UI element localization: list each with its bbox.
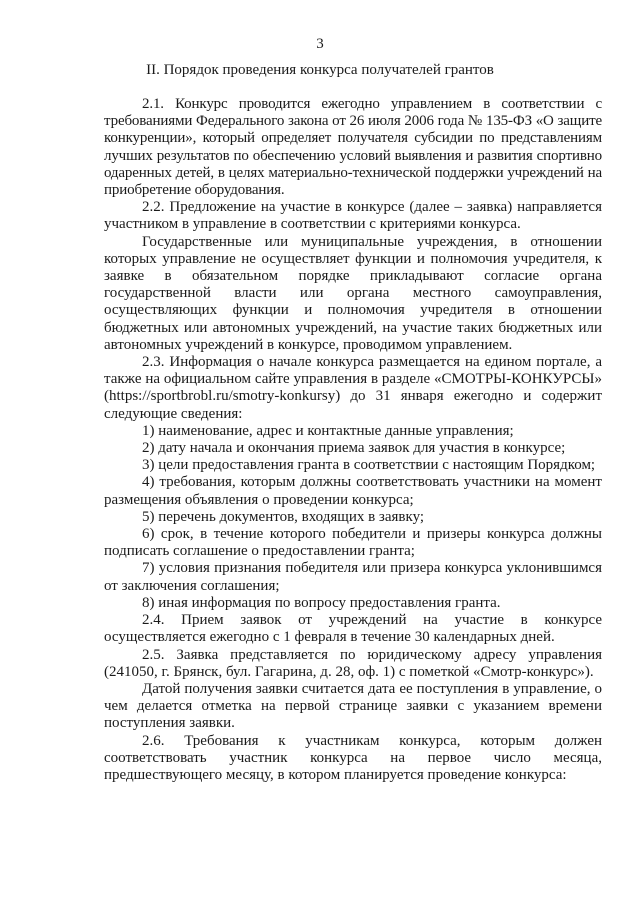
list-item-5: 5) перечень документов, входящих в заявку; (142, 508, 425, 525)
page-number: 3 (316, 36, 324, 52)
paragraph-2-5: 2.5. Заявка представляется по юридическому адресу управления (241050, г. Брянск, бул. Гагарина, д. 28, оф. 1) с пометкой «Смотр-конкурс»). (104, 646, 602, 680)
list-item-2: 2) дату начала и окончания приема заявок для участия в конкурсе; (142, 440, 566, 457)
list-item-3: 3) цели предоставления гранта в соответствии с настоящим Порядком; (142, 457, 596, 474)
paragraph-state-institutions: Государственные или муниципальные учреждения, в отношении которых управление не осуществляет функции и полномочия учредителя, к заявке в обязательном порядке прикладывают согласие органа государственной власти или органа местного самоуправления, осуществляющих функции и полномочия учредителя в отношении бюджетных или автономных учреждений, на участие таких бюджетных или автономных учреждений в конкурсе, проводимом управлением. (104, 233, 602, 353)
section-title: II. Порядок проведения конкурса получателей грантов (146, 62, 494, 78)
paragraph-2-6: 2.6. Требования к участникам конкурса, которым должен соответствовать участник конкурса на первое число месяца, предшествующего месяцу, в котором планируется проведение конкурса: (104, 732, 602, 783)
list-item-7: 7) условия признания победителя или призера конкурса уклонившимся от заключения соглашения; (104, 560, 602, 594)
list-item-6: 6) срок, в течение которого победители и призеры конкурса должны подписать соглашение о предоставлении гранта; (104, 526, 602, 560)
list-item-4: 4) требования, которым должны соответствовать участники на момент размещения объявления о проведении конкурса; (104, 474, 602, 508)
paragraph-2-3: 2.3. Информация о начале конкурса размещается на едином портале, а также на официальном сайте управления в разделе «СМОТРЫ-КОНКУРСЫ» (https://sportbrobl.ru/smotry-konkursy) до 31 января ежегодно и содержит следующие сведения: (104, 354, 602, 422)
paragraph-2-2: 2.2. Предложение на участие в конкурсе (далее – заявка) направляется участником в управление в соответствии с критериями конкурса. (104, 199, 602, 233)
paragraph-2-1: 2.1. Конкурс проводится ежегодно управлением в соответствии с требованиями Федерального закона от 26 июля 2006 года № 135-ФЗ «О защите конкуренции», который определяет получателя субсидии по представлениям лучших результатов по обеспечению условий выявления и развития спортивно одаренных детей, в целях материально-технической поддержки учреждений на приобретение оборудования. (104, 96, 602, 199)
list-item-8: 8) иная информация по вопросу предоставления гранта. (142, 594, 501, 611)
document-body (104, 96, 602, 784)
list-item-1: 1) наименование, адрес и контактные данные управления; (142, 422, 514, 439)
paragraph-receipt-date: Датой получения заявки считается дата ее поступления в управление, о чем делается отметка на первой странице заявки с указанием времени поступления заявки. (104, 680, 602, 732)
paragraph-2-4: 2.4. Прием заявок от учреждений на участие в конкурсе осуществляется ежегодно с 1 февраля в течение 30 календарных дней. (104, 612, 602, 646)
